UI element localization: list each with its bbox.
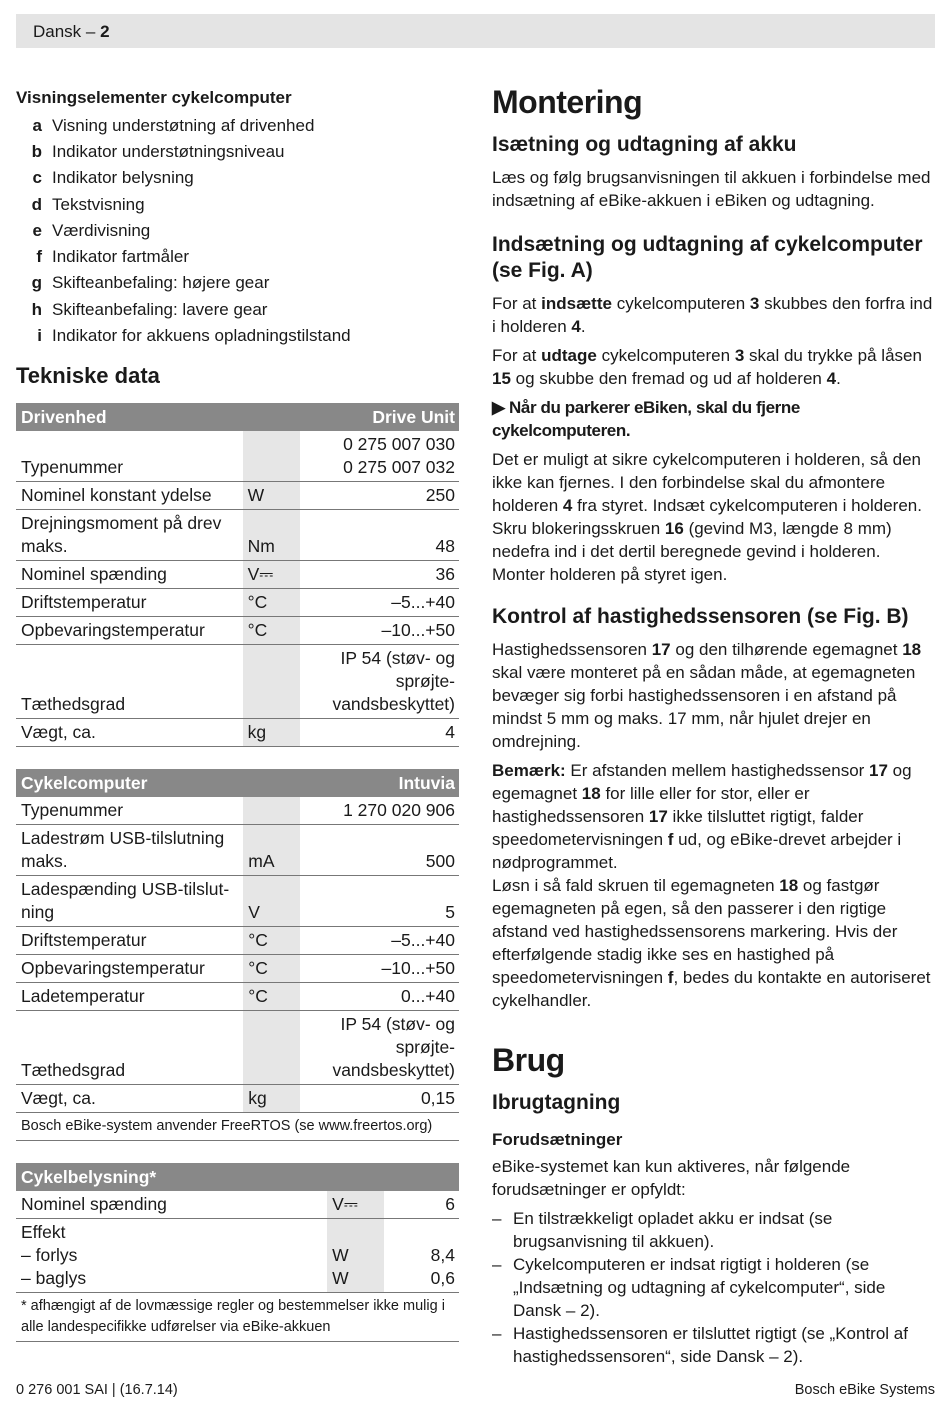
table-cell-unit: V⎓	[327, 1191, 384, 1219]
legend-key: h	[31, 299, 42, 319]
legend-key: c	[32, 168, 42, 188]
left-column	[16, 86, 459, 1342]
table-row	[16, 509, 459, 560]
legend-item	[16, 191, 459, 217]
table-cell-unit: °C	[243, 616, 300, 644]
table-row	[16, 481, 459, 509]
legend-key: g	[31, 273, 42, 293]
list-item: – Cykelcomputeren er indsat rigtigt i holderen (se „Indsætning og udtagning af cykelcomputer“, side Dansk – 2).	[492, 1253, 935, 1322]
legend-key: d	[31, 194, 42, 214]
header-page-number: 2	[100, 22, 110, 41]
table-header-right: Drive Unit	[300, 403, 459, 431]
table-note: Bosch eBike-system anvender FreeRTOS (se www.freertos.org)	[16, 1112, 459, 1140]
legend-text: Indikator for akkuens opladningstilstand	[52, 326, 351, 346]
legend-item	[16, 243, 459, 269]
legend-item	[16, 322, 459, 348]
drive-unit-table	[16, 403, 459, 747]
warning	[492, 396, 935, 442]
table-row	[16, 1191, 459, 1219]
legend-item	[16, 270, 459, 296]
sensor-title: Kontrol af hastighedssensoren (se Fig. B)	[492, 605, 909, 628]
footer-left: 0 276 001 SAI | (16.7.14)	[16, 1382, 178, 1398]
table-cell-label: Effekt – forlys – baglys	[16, 1218, 327, 1292]
tech-data-title: Tekniske data	[16, 362, 160, 388]
table-cell-label: Ladestrøm USB-tilslutning maks.	[16, 824, 243, 875]
table-cell-label: Opbevaringstemperatur	[16, 954, 243, 982]
legend-text: Indikator belysning	[52, 168, 194, 188]
legend-key: i	[37, 326, 42, 346]
table-cell-label: Vægt, ca.	[16, 1084, 243, 1112]
table-cell-unit	[243, 1010, 300, 1084]
table-cell-value: –10...+50	[300, 954, 459, 982]
table-cell-unit: °C	[243, 926, 300, 954]
table-cell-label: Nominel spænding	[16, 560, 243, 588]
table-cell-label: Tæthedsgrad	[16, 1010, 243, 1084]
legend-title: Visningselementer cykelcomputer	[16, 88, 292, 107]
table-row	[16, 824, 459, 875]
table-cell-value: –5...+40	[300, 926, 459, 954]
legend-text: Skifteanbefaling: højere gear	[52, 273, 270, 293]
table-header-left: Cykelcomputer	[16, 769, 300, 797]
table-cell-label: Opbevaringstemperatur	[16, 616, 243, 644]
table-cell-value: 36	[300, 560, 459, 588]
table-cell-unit: °C	[243, 982, 300, 1010]
table-cell-unit: W	[243, 481, 300, 509]
sensor-paragraph: Hastighedssensoren 17 og den tilhørende egemagnet 18 skal være monteret på en sådan måde, at egemagneten bevæger sig forbi hastighedssensoren i en afstand på mindst 5 mm og maks. 17 mm, når hjulet drejer en omdrejning.	[492, 640, 922, 751]
legend-text: Tekstvisning	[52, 194, 145, 214]
legend-key: f	[36, 247, 42, 267]
table-cell-unit: Nm	[243, 509, 300, 560]
table-cell-value: 500	[300, 824, 459, 875]
computer-title: Indsætning og udtagning af cykelcomputer (se Fig. A)	[492, 233, 923, 282]
table-row	[16, 1084, 459, 1112]
arrow-right-icon: ▶	[492, 398, 505, 417]
table-cell-unit: °C	[243, 588, 300, 616]
table-row	[16, 875, 459, 926]
legend-item	[16, 138, 459, 164]
table-cell-value: 250	[300, 481, 459, 509]
legend-text: Visning understøtning af drivenhed	[52, 115, 315, 135]
table-cell-unit: V	[243, 875, 300, 926]
table-cell-unit: kg	[243, 718, 300, 746]
legend-key: e	[32, 220, 42, 240]
table-cell-value: 1 270 020 906	[300, 797, 459, 825]
warning-text: Når du parkerer eBiken, skal du fjerne cykelcomputeren.	[492, 398, 800, 440]
lock-paragraph: Det er muligt at sikre cykelcomputeren i holderen, så den ikke kan fjernes. I den forbindelse skal du afmontere holderen 4 fra styret. Indsæt cykelcomputeren i holderen. Skru blokeringsskruen 16 (gevind M3, længde 8 mm) nedefra ind i det dertil beregnede gevind i holderen. Monter holderen på styret igen.	[492, 450, 922, 584]
legend-item	[16, 296, 459, 322]
table-row	[16, 560, 459, 588]
table-row	[16, 1218, 459, 1292]
list-item: – En tilstrækkeligt opladet akku er indsat (se brugsanvisning til akkuen).	[492, 1207, 935, 1253]
table-cell-unit	[243, 431, 300, 482]
legend-key: b	[31, 141, 42, 161]
cycle-lighting-table	[16, 1163, 459, 1342]
forud-text: eBike-systemet kan kun aktiveres, når følgende forudsætninger er opfyldt:	[492, 1157, 851, 1199]
legend-text: Skifteanbefaling: lavere gear	[52, 299, 268, 319]
table-cell-value: 8,4 0,6	[384, 1218, 459, 1292]
table-cell-value: 0 275 007 030 0 275 007 032	[300, 431, 459, 482]
table-row	[16, 1010, 459, 1084]
table-cell-value: –5...+40	[300, 588, 459, 616]
table-cell-label: Ladetemperatur	[16, 982, 243, 1010]
table-header-left: Drivenhed	[16, 403, 300, 431]
legend-text: Værdivisning	[52, 220, 151, 240]
table-header	[16, 769, 459, 797]
table-cell-unit: °C	[243, 954, 300, 982]
forud-title: Forudsætninger	[492, 1130, 623, 1149]
table-cell-value: 5	[300, 875, 459, 926]
table-cell-unit: mA	[243, 824, 300, 875]
table-cell-unit	[243, 644, 300, 718]
table-row	[16, 926, 459, 954]
montering-title: Montering	[492, 84, 643, 120]
right-column	[492, 84, 935, 1368]
table-row	[16, 982, 459, 1010]
table-cell-value: 6	[384, 1191, 459, 1219]
fix-paragraph: Løsn i så fald skruen til egemagneten 18 og fastgør egemagneten på egen, så den passerer i den rigtige afstand ved hastighedssensorens markering. Hvis der efterfølgende stadig ikke ses en hastighed på speedometervisningen f, bedes du kontakte en autoriseret cykelhandler.	[492, 876, 931, 1010]
table-cell-value: 4	[300, 718, 459, 746]
table-cell-label: Driftstemperatur	[16, 588, 243, 616]
header-label	[33, 20, 110, 43]
table-note: * afhængigt af de lovmæssige regler og bestemmelser ikke mulig i alle landespecifikke udførelser via eBike-akkuen	[16, 1292, 459, 1341]
table-row	[16, 644, 459, 718]
remove-paragraph: For at udtage cykelcomputeren 3 skal du trykke på låsen 15 og skubbe den fremad og ud af holderen 4.	[492, 346, 922, 388]
table-row	[16, 588, 459, 616]
legend-text: Indikator fartmåler	[52, 247, 189, 267]
table-cell-label: Ladespænding USB-tilslut- ning	[16, 875, 243, 926]
table-row	[16, 954, 459, 982]
table-cell-label: Tæthedsgrad	[16, 644, 243, 718]
table-cell-value: IP 54 (støv- og sprøjte- vandsbeskyttet)	[300, 644, 459, 718]
table-cell-label: Typenummer	[16, 797, 243, 825]
akku-text: Læs og følg brugsanvisningen til akkuen i forbindelse med indsætning af eBike-akkuen i eBiken og udtagning.	[492, 168, 931, 210]
table-cell-unit: kg	[243, 1084, 300, 1112]
table-cell-label: Drejningsmoment på drev maks.	[16, 509, 243, 560]
table-row	[16, 797, 459, 825]
brug-title: Brug	[492, 1042, 565, 1078]
table-cell-label: Vægt, ca.	[16, 718, 243, 746]
table-cell-unit: V⎓	[243, 560, 300, 588]
table-row	[16, 616, 459, 644]
legend-item	[16, 165, 459, 191]
table-cell-value: 0,15	[300, 1084, 459, 1112]
table-cell-unit	[243, 797, 300, 825]
insert-paragraph: For at indsætte cykelcomputeren 3 skubbes den forfra ind i holderen 4.	[492, 294, 933, 336]
table-header	[16, 403, 459, 431]
ibrug-title: Ibrugtagning	[492, 1091, 621, 1114]
table-cell-label: Nominel spænding	[16, 1191, 327, 1219]
legend-key: a	[32, 115, 42, 135]
table-cell-value: –10...+50	[300, 616, 459, 644]
table-cell-value: IP 54 (støv- og sprøjte- vandsbeskyttet)	[300, 1010, 459, 1084]
list-item: – Hastighedssensoren er tilsluttet rigtigt (se „Kontrol af hastighedssensoren“, side Dansk – 2).	[492, 1322, 935, 1368]
table-cell-unit: W W	[327, 1218, 384, 1292]
table-header	[16, 1163, 459, 1191]
legend-item	[16, 217, 459, 243]
table-note-row	[16, 1292, 459, 1341]
table-row	[16, 718, 459, 746]
requirements-list	[492, 1207, 935, 1368]
legend-list	[16, 112, 459, 349]
table-cell-label: Typenummer	[16, 431, 243, 482]
table-cell-value: 0...+40	[300, 982, 459, 1010]
table-cell-value: 48	[300, 509, 459, 560]
table-cell-label: Driftstemperatur	[16, 926, 243, 954]
page-header	[16, 14, 935, 48]
cycle-computer-table	[16, 769, 459, 1141]
table-note-row	[16, 1112, 459, 1140]
legend-text: Indikator understøtningsniveau	[52, 141, 285, 161]
note-paragraph: Bemærk: Er afstanden mellem hastighedssensor 17 og egemagnet 18 for lille eller for stor, eller er hastighedssensoren 17 ikke tilsluttet rigtigt, falder speedometervisningen f ud, og eBike-drevet arbejder i nødprogrammet.	[492, 761, 912, 872]
legend-item	[16, 112, 459, 138]
table-header-left: Cykelbelysning*	[16, 1163, 459, 1191]
akku-title: Isætning og udtagning af akku	[492, 133, 797, 156]
footer-right: Bosch eBike Systems	[794, 1382, 935, 1398]
header-separator: –	[81, 22, 101, 41]
table-row	[16, 431, 459, 482]
table-cell-label: Nominel konstant ydelse	[16, 481, 243, 509]
header-language: Dansk	[33, 22, 82, 41]
table-header-right: Intuvia	[300, 769, 459, 797]
